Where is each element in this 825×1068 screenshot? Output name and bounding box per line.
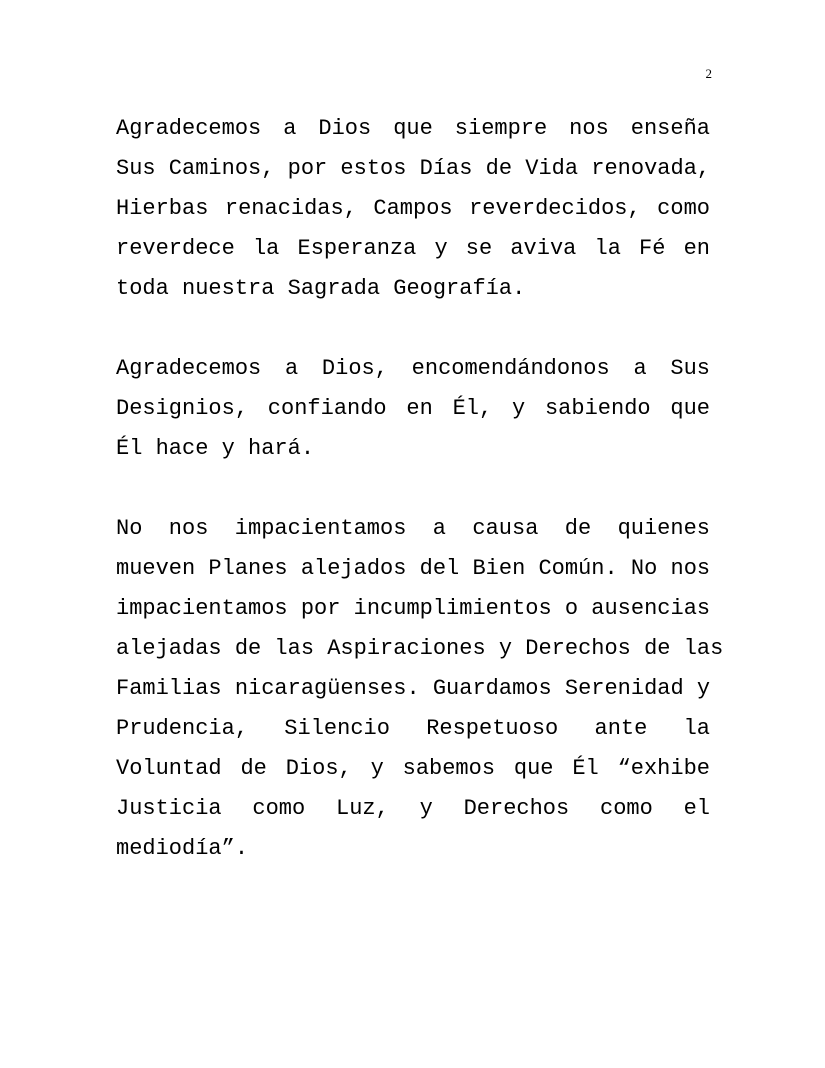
paragraph-line: reverdece la Esperanza y se aviva la Fé en (116, 236, 710, 261)
paragraph-line: Prudencia, Silencio Respetuoso ante la (116, 716, 710, 741)
paragraph-line: Agradecemos a Dios que siempre nos enseña (116, 116, 710, 141)
paragraph-line: Sus Caminos, por estos Días de Vida renovada, (116, 156, 711, 181)
paragraph-line: mueven Planes alejados del Bien Común. No nos (116, 556, 711, 581)
paragraph-line: Hierbas renacidas, Campos reverdecidos, como (116, 196, 710, 221)
paragraph-line: alejadas de las Aspiraciones y Derechos de las (116, 636, 724, 661)
paragraph-3 (116, 509, 724, 869)
paragraph-line: Familias nicaragüenses. Guardamos Serenidad y (116, 676, 711, 701)
paragraph-line: impacientamos por incumplimientos o ausencias (116, 596, 711, 621)
paragraph-line: toda nuestra Sagrada Geografía. (116, 276, 526, 301)
paragraph-line: Voluntad de Dios, y sabemos que Él “exhibe (116, 756, 710, 781)
paragraph-2 (116, 349, 710, 469)
paragraph-line: Justicia como Luz, y Derechos como el (116, 796, 710, 821)
paragraph-line: No nos impacientamos a causa de quienes (116, 516, 710, 541)
paragraph-line: Agradecemos a Dios, encomendándonos a Sus (116, 356, 710, 381)
paragraph-line: mediodía”. (116, 836, 249, 861)
document-body (116, 109, 724, 909)
paragraph-line: Designios, confiando en Él, y sabiendo que (116, 396, 710, 421)
paragraph-line: Él hace y hará. (116, 436, 315, 461)
paragraph-1 (116, 109, 710, 309)
page-number: 2 (705, 66, 712, 81)
